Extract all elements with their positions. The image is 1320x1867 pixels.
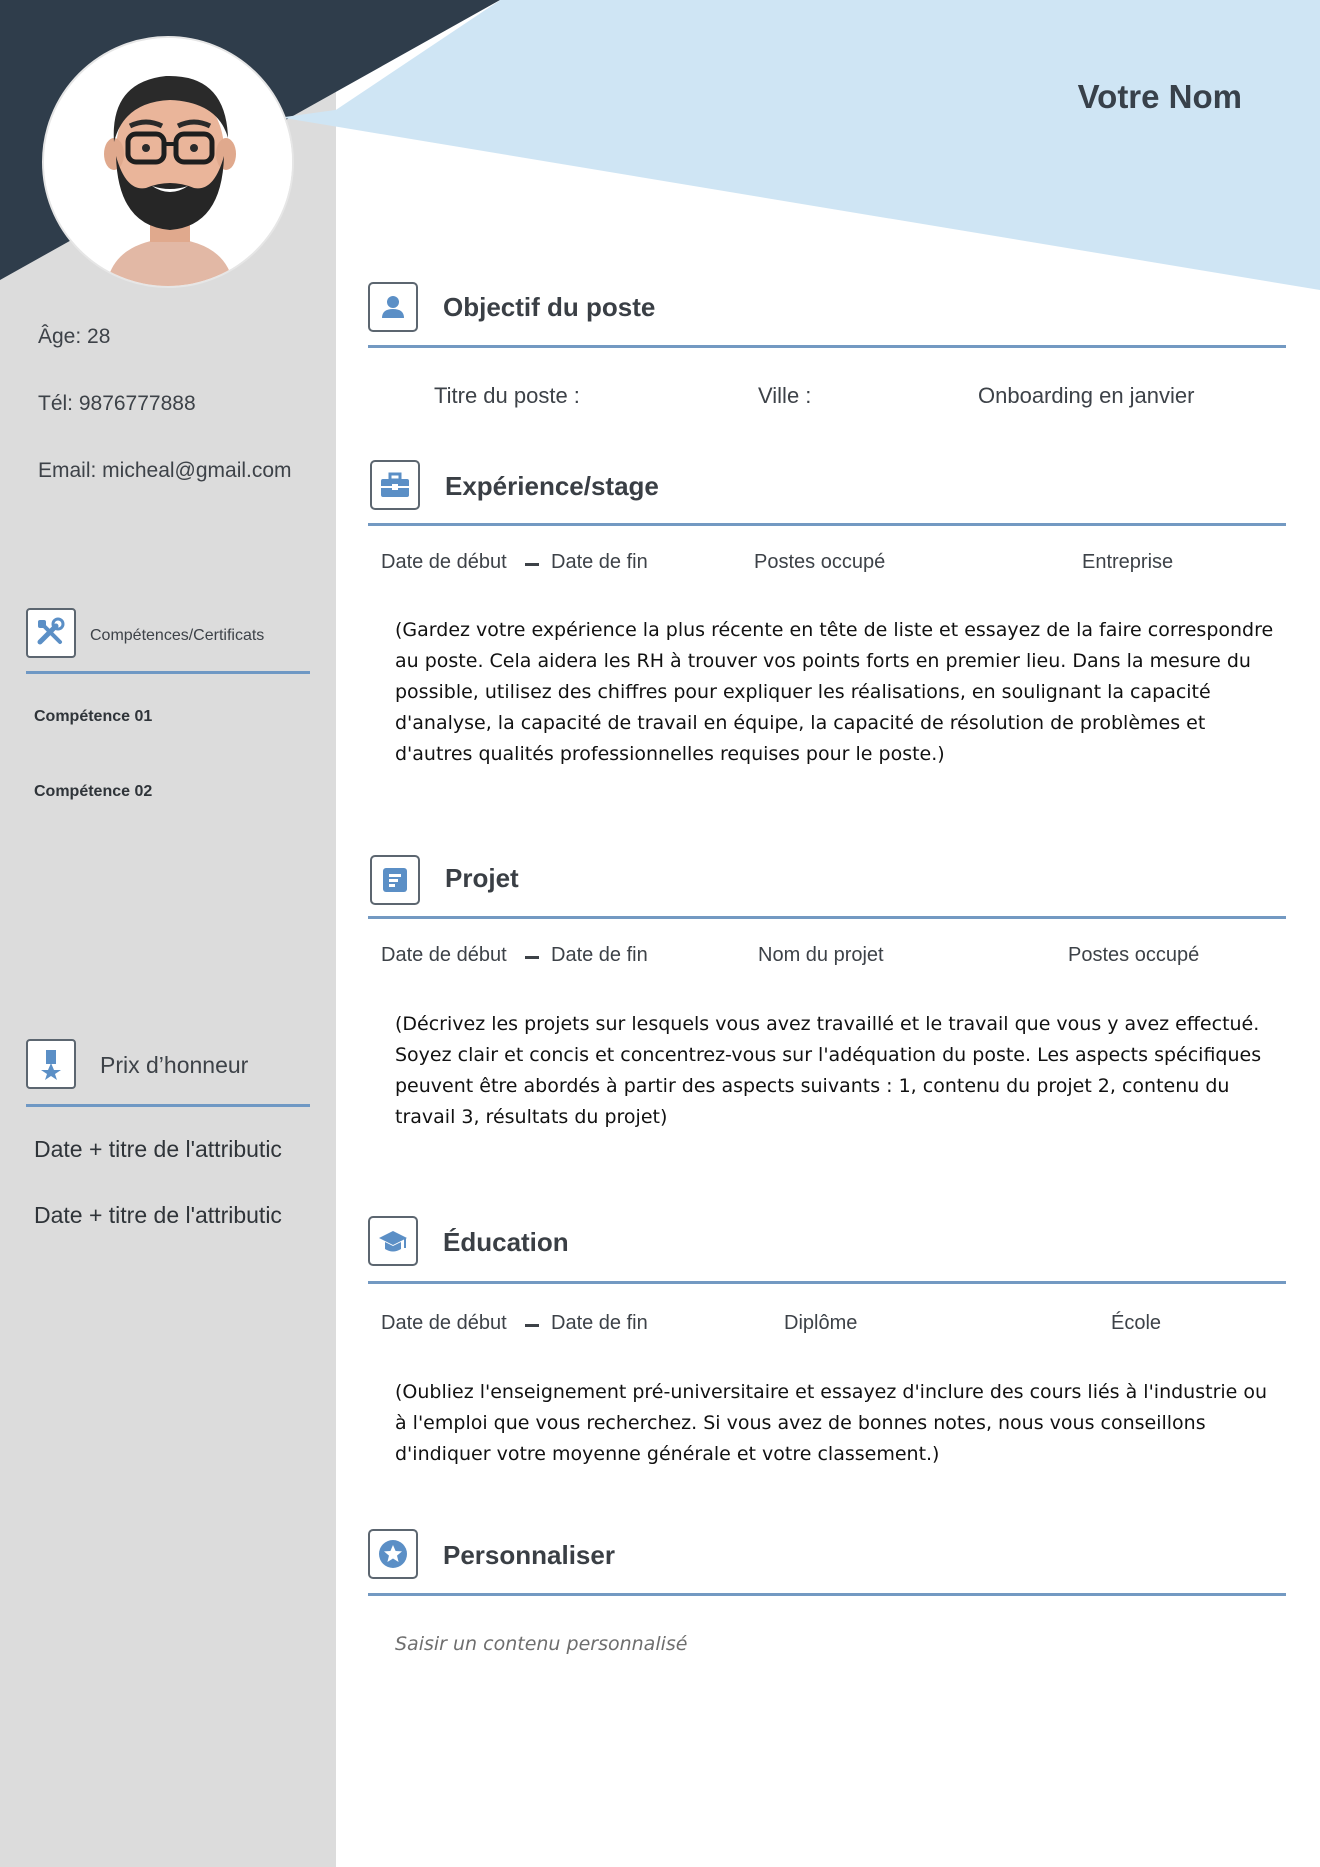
contact-age: Âge: 28 (38, 325, 111, 348)
education-degree: Diplôme (784, 1312, 858, 1334)
project-header (368, 855, 1286, 919)
award-item-1: Date + titre de l'attributic (34, 1136, 282, 1162)
education-header (368, 1216, 1286, 1284)
education-description: (Oubliez l'enseignement pré-universitaire et essayez d'inclure des cours liés à l'industrie ou à l'emploi que vous recherchez. Si vous avez de bonnes notes, nous vous conseillons d'indiquer votre moyenne générale et votre classement.) (395, 1381, 1268, 1465)
objective-title: Objectif du poste (443, 292, 656, 322)
experience-date-dash (525, 563, 539, 566)
star-icon (368, 1529, 418, 1579)
awards-title: Prix d’honneur (100, 1052, 249, 1078)
experience-position: Postes occupé (754, 551, 886, 573)
custom-title: Personnaliser (443, 1540, 615, 1570)
medal-icon (26, 1039, 76, 1089)
tools-icon (26, 608, 76, 658)
experience-description: (Gardez votre expérience la plus récente en tête de liste et essayez de la faire correspondre au poste. Cela aidera les RH à trouver vos points forts en premier lieu. Dans la mesure du possible, utilisez des chiffres pour expliquer les réalisations, en soulignant la capacité d'analyse, la capacité de travail en équipe, la capacité de résolution de problèmes et d'autres qualités professionnelles requises pour le poste.) (395, 619, 1274, 765)
project-date-dash (525, 956, 539, 959)
experience-end-date: Date de fin (551, 551, 648, 573)
project-title: Projet (445, 863, 519, 893)
objective-onboarding: Onboarding en janvier (978, 383, 1195, 408)
experience-header (368, 460, 1286, 526)
graduation-cap-icon (368, 1216, 418, 1266)
contact-email: Email: micheal@gmail.com (38, 459, 292, 482)
user-icon (368, 282, 418, 332)
experience-start-date: Date de début (381, 551, 507, 573)
custom-header (368, 1529, 1286, 1596)
skill-item-1: Compétence 01 (34, 708, 153, 725)
education-date-dash (525, 1324, 539, 1327)
document-icon (370, 855, 420, 905)
awards-header (26, 1039, 310, 1107)
objective-job-title: Titre du poste : (434, 383, 580, 408)
briefcase-icon (370, 460, 420, 510)
skill-item-2: Compétence 02 (34, 783, 153, 800)
skills-title: Compétences/Certificats (90, 627, 265, 644)
name-title: Votre Nom (1077, 78, 1242, 115)
project-end-date: Date de fin (551, 944, 648, 966)
award-item-2: Date + titre de l'attributic (34, 1202, 282, 1228)
education-start-date: Date de début (381, 1312, 507, 1334)
education-title: Éducation (443, 1227, 569, 1257)
avatar (42, 36, 294, 288)
skills-header (26, 608, 310, 674)
project-position: Postes occupé (1068, 944, 1200, 966)
project-description: (Décrivez les projets sur lesquels vous avez travaillé et le travail que vous y avez effectué. Soyez clair et concis et concentrez-vous sur l'adéquation du poste. Les aspects spécifiques peuvent être abordés à partir des aspects suivants : 1, contenu du projet 2, contenu du travail 3, résultats du projet) (395, 1013, 1262, 1128)
project-start-date: Date de début (381, 944, 507, 966)
objective-city: Ville : (758, 383, 812, 408)
objective-header (368, 282, 1286, 348)
project-name: Nom du projet (758, 944, 884, 966)
custom-content-placeholder[interactable]: Saisir un contenu personnalisé (395, 1633, 688, 1655)
education-end-date: Date de fin (551, 1312, 648, 1334)
education-school: École (1111, 1312, 1162, 1334)
experience-company: Entreprise (1082, 551, 1174, 573)
contact-phone: Tél: 9876777888 (38, 392, 196, 415)
experience-title: Expérience/stage (445, 471, 659, 501)
